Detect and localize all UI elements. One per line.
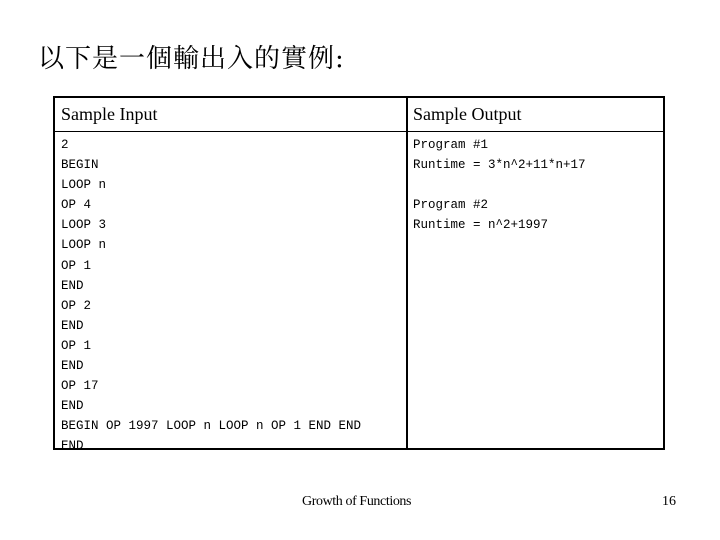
- output-line: Program #2: [413, 198, 489, 213]
- input-line: OP 1: [61, 338, 92, 353]
- input-line: END: [61, 399, 84, 414]
- sample-input-code: [61, 135, 361, 457]
- input-line: OP 1: [61, 258, 92, 273]
- input-line: LOOP 3: [61, 218, 107, 233]
- slide-title: 以下是一個輸出入的實例:: [38, 44, 345, 74]
- sample-output-code: [413, 135, 586, 235]
- input-line: LOOP n: [61, 178, 107, 193]
- column-divider: [406, 98, 408, 448]
- header-divider: [55, 131, 663, 132]
- page-number: 16: [662, 494, 676, 509]
- sample-output-header: Sample Output: [413, 104, 522, 124]
- input-line: END: [61, 439, 84, 454]
- output-line: Program #1: [413, 138, 489, 152]
- footer-title: Growth of Functions: [302, 494, 412, 509]
- input-line: BEGIN OP 1997 LOOP n LOOP n OP 1 END END: [61, 419, 362, 434]
- input-line: END: [61, 318, 84, 333]
- input-line: BEGIN: [61, 158, 99, 173]
- input-line: END: [61, 359, 84, 374]
- sample-io-table: [53, 96, 665, 454]
- input-line: 2: [61, 138, 69, 152]
- input-line: LOOP n: [61, 238, 107, 253]
- output-line: [413, 175, 586, 195]
- input-line: OP 17: [61, 379, 99, 394]
- output-line: Runtime = 3*n^2+11*n+17: [413, 158, 586, 173]
- input-line: END: [61, 278, 84, 293]
- input-line: OP 2: [61, 298, 92, 313]
- output-line: Runtime = n^2+1997: [413, 218, 549, 233]
- sample-input-header: Sample Input: [61, 104, 158, 124]
- input-line: OP 4: [61, 198, 92, 213]
